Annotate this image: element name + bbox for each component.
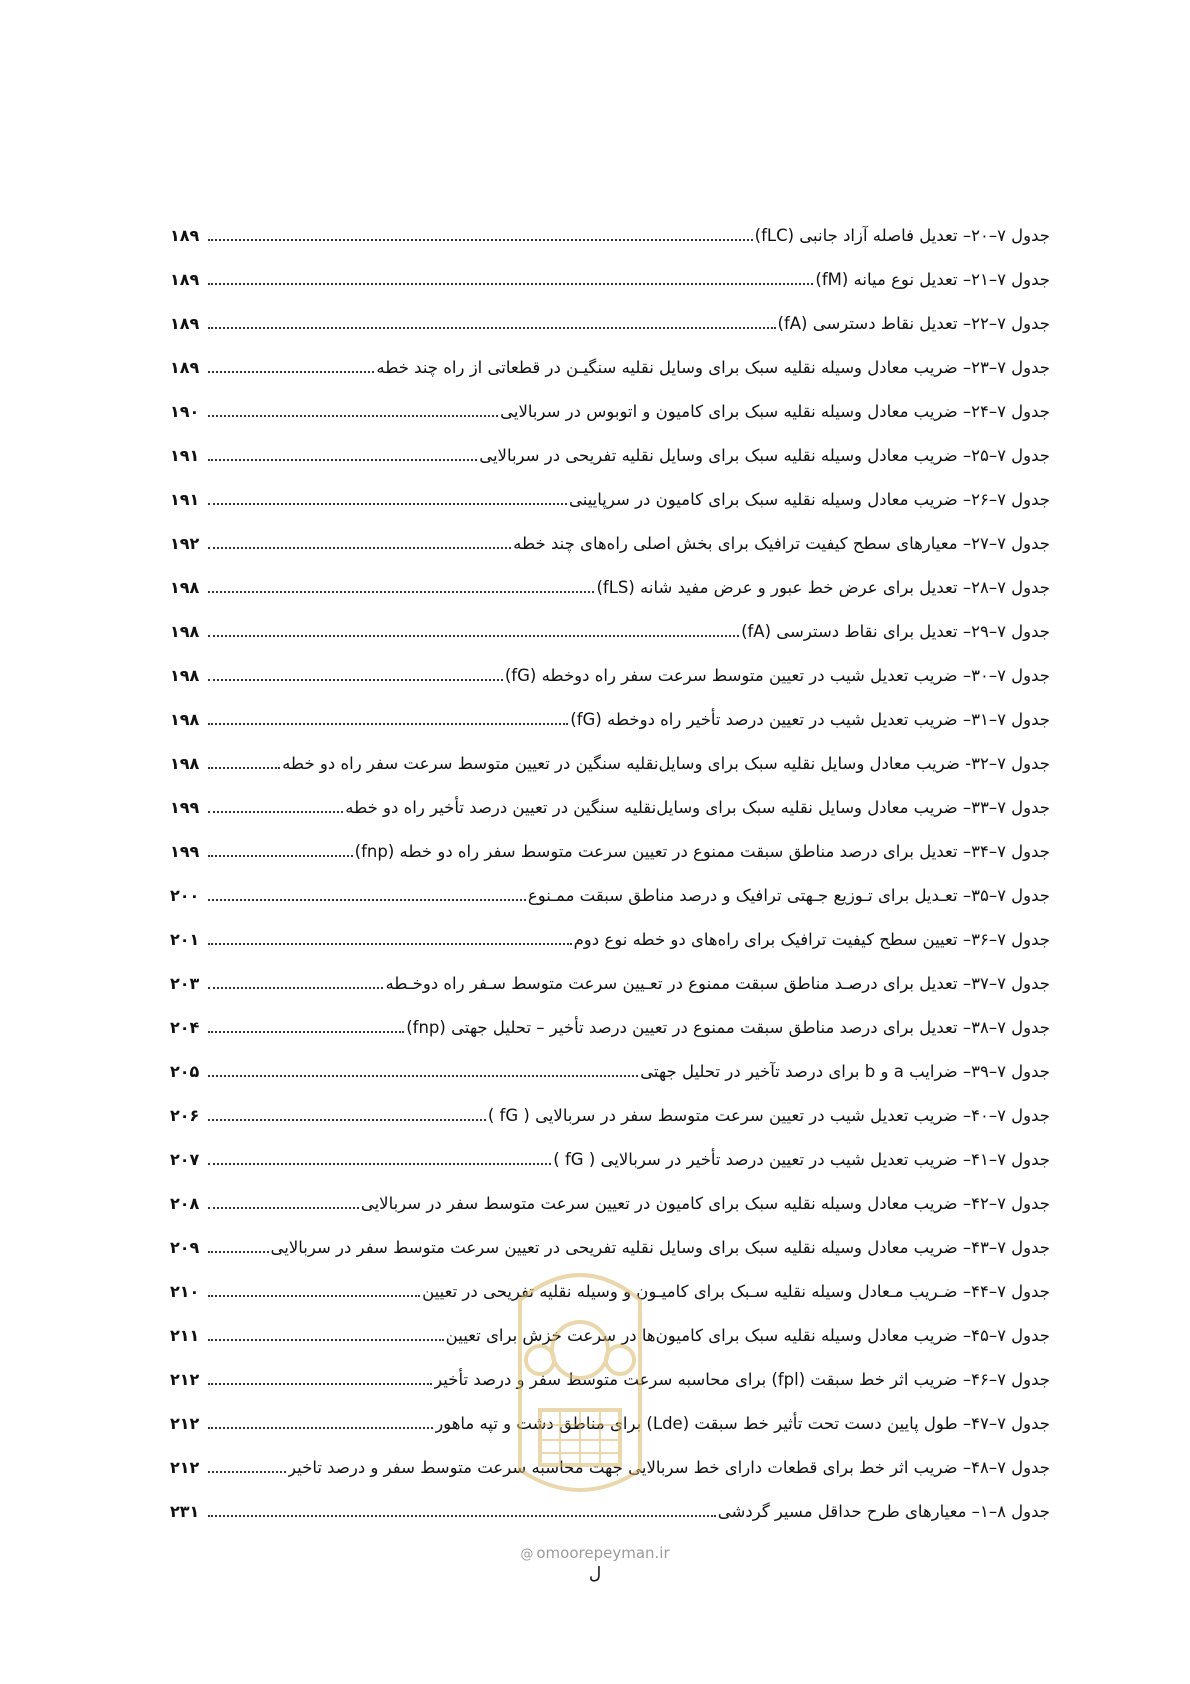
toc-entry-title: جدول ۷–۲۸– تعدیل برای عرض خط عبور و عرض مفید شانه (fLS) (596, 578, 1050, 597)
toc-entry-page: ۲۰۴ (170, 1018, 200, 1037)
toc-entry-title: جدول ۷–۲۶– ضریب معادل وسیله نقلیه سبک برای کامیون در سرپایینی (568, 490, 1050, 509)
toc-leader-dots (208, 458, 477, 461)
toc-entry-title: جدول ۷–۲۰– تعدیل فاصله آزاد جانبی (fLC) (754, 226, 1050, 245)
toc-leader-dots (208, 1426, 433, 1429)
toc-entry-page: ۲۱۲ (170, 1414, 200, 1433)
toc-entry-page: ۲۱۲ (170, 1370, 200, 1389)
toc-leader-dots (208, 1118, 486, 1121)
toc-leader-dots (208, 634, 739, 637)
toc-entry[interactable] (170, 214, 1050, 258)
toc-entry-page: ۱۸۹ (170, 270, 200, 289)
toc-entry[interactable] (170, 962, 1050, 1006)
toc-leader-dots (208, 238, 753, 241)
toc-leader-dots (208, 766, 280, 769)
toc-entry[interactable] (170, 742, 1050, 786)
toc-entry-title: جدول ۷–۳۶– تعیین سطح کیفیت ترافیک برای راه‌های دو خطه نوع دوم (573, 930, 1050, 949)
toc-entry[interactable] (170, 786, 1050, 830)
toc-entry[interactable] (170, 830, 1050, 874)
toc-entry-page: ۱۸۹ (170, 358, 200, 377)
toc-entry[interactable] (170, 258, 1050, 302)
toc-entry-title: جدول ۷–۴۵– ضریب معادل وسیله نقلیه سبک برای کامیون‌ها در سرعت خزش برای تعیین (445, 1326, 1050, 1345)
toc-leader-dots (208, 1162, 551, 1165)
toc-entry-page: ۱۹۸ (170, 578, 200, 597)
toc-entry-title: جدول ۷–۲۲– تعدیل نقاط دسترسی (fA) (777, 314, 1050, 333)
toc-entry[interactable] (170, 654, 1050, 698)
toc-entry-page: ۲۱۲ (170, 1458, 200, 1477)
toc-entry-title: جدول ۷–۳۸– تعدیل برای درصد مناطق سبقت ممنوع در تعیین درصد تأخیر – تحلیل جهتی (fnp) (406, 1018, 1050, 1037)
toc-entry-page: ۱۹۸ (170, 710, 200, 729)
watermark-seal-icon (480, 1240, 680, 1520)
toc-leader-dots (208, 1030, 404, 1033)
toc-leader-dots (208, 722, 568, 725)
toc-entry-page: ۲۱۱ (170, 1326, 200, 1345)
toc-entry-title: جدول ۷–۳۴– تعدیل برای درصد مناطق سبقت ممنوع در تعیین سرعت متوسط سفر راه دو خطه (fnp) (354, 842, 1050, 861)
toc-entry[interactable] (170, 478, 1050, 522)
toc-entry[interactable] (170, 1006, 1050, 1050)
toc-entry[interactable] (170, 1050, 1050, 1094)
toc-leader-dots (208, 986, 383, 989)
toc-leader-dots (208, 678, 503, 681)
toc-entry[interactable] (170, 1094, 1050, 1138)
toc-leader-dots (208, 370, 374, 373)
toc-entry[interactable] (170, 434, 1050, 478)
toc-leader-dots (208, 1294, 420, 1297)
toc-entry-page: ۲۰۷ (170, 1150, 200, 1169)
toc-leader-dots (208, 282, 813, 285)
toc-entry-title: جدول ۷–۴۷– طول پایین دست تحت تأثیر خط سبقت (Lde) برای مناطق دشت و تپه ماهور (435, 1414, 1050, 1433)
toc-entry-title: جدول ۷–۴۱– ضریب تعدیل شیب در تعیین درصد تأخیر در سربالایی ( fG ) (553, 1150, 1050, 1169)
toc-entry-page: ۱۹۸ (170, 754, 200, 773)
toc-leader-dots (208, 1338, 444, 1341)
toc-entry-page: ۱۹۹ (170, 842, 200, 861)
toc-entry[interactable] (170, 346, 1050, 390)
toc-leader-dots (208, 326, 776, 329)
watermark-url-text: omoorepeyman.ir (536, 1544, 670, 1562)
toc-entry[interactable] (170, 522, 1050, 566)
toc-entry-page: ۱۹۹ (170, 798, 200, 817)
toc-leader-dots (208, 414, 498, 417)
toc-entry-title: جدول ۷–۳۳– ضریب معادل وسایل نقلیه سبک برای وسایل‌نقلیه سنگین در تعیین درصد تأخیر راه دو خطه (345, 798, 1050, 817)
toc-entry[interactable] (170, 1138, 1050, 1182)
toc-entry[interactable] (170, 302, 1050, 346)
toc-entry[interactable] (170, 874, 1050, 918)
toc-entry-title: جدول ۸–۱– معیارهای طرح حداقل مسیر گردشی (717, 1502, 1050, 1521)
toc-leader-dots (208, 546, 511, 549)
toc-entry-title: جدول ۷–۴۸– ضریب اثر خط برای قطعات دارای خط سربالایی جهت محاسبه سرعت متوسط سفر و درصد تاخیر (288, 1458, 1050, 1477)
toc-entry-title: جدول ۷–۲۹– تعدیل برای نقاط دسترسی (fA) (741, 622, 1050, 641)
toc-leader-dots (208, 590, 594, 593)
toc-leader-dots (208, 502, 567, 505)
toc-entry-title: جدول ۷–۲۵– ضریب معادل وسیله نقلیه سبک برای وسایل نقلیه تفریحی در سربالایی (479, 446, 1050, 465)
toc-entry-title: جدول ۷–۲۳– ضریب معادل وسیله نقلیه سبک برای وسایل نقلیه سنگیـن در قطعاتی از راه چند خطه (376, 358, 1050, 377)
toc-entry-title: جدول ۷–۴۶– ضریب اثر خط سبقت (fpl) برای محاسبه سرعت متوسط سفر و درصد تأخیر (434, 1370, 1050, 1389)
toc-entry[interactable] (170, 390, 1050, 434)
toc-entry-page: ۱۹۱ (170, 490, 200, 509)
toc-entry-title: جدول ۷–۳۹– ضرایب a و b برای درصد تآخیر در تحلیل جهتی (640, 1062, 1050, 1081)
toc-leader-dots (208, 1382, 432, 1385)
toc-entry-page: ۲۰۰ (170, 886, 200, 905)
at-sign-icon: @ (520, 1547, 534, 1562)
toc-leader-dots (208, 854, 353, 857)
toc-entry-page: ۲۰۵ (170, 1062, 200, 1081)
toc-leader-dots (208, 810, 343, 813)
toc-leader-dots (208, 1470, 286, 1473)
toc-entry-page: ۲۰۸ (170, 1194, 200, 1213)
toc-entry-page: ۱۹۸ (170, 622, 200, 641)
toc-entry[interactable] (170, 610, 1050, 654)
toc-entry-title: جدول ۷–۴۳– ضریب معادل وسیله نقلیه سبک برای وسایل نقلیه تفریحی در تعیین سرعت متوسط سفر در سربالایی (270, 1238, 1050, 1257)
toc-entry-page: ۲۱۰ (170, 1282, 200, 1301)
toc-entry[interactable] (170, 566, 1050, 610)
toc-entry-title: جدول ۷–۲۷– معیارهای سطح کیفیت ترافیک برای بخش اصلی راه‌های چند خطه (513, 534, 1050, 553)
watermark-url (0, 1544, 1190, 1562)
toc-entry-title: جدول ۷–۲۴– ضریب معادل وسیله نقلیه سبک برای کامیون و اتوبوس در سربالایی (500, 402, 1050, 421)
toc-entry[interactable] (170, 1182, 1050, 1226)
toc-entry-page: ۱۹۰ (170, 402, 200, 421)
toc-leader-dots (208, 1074, 638, 1077)
toc-entry-title: جدول ۷–۴۴– ضـریب مـعادل وسیله نقلیه سـبک برای کامیـون و وسیله نقلیه تفریحی در تعیین (422, 1282, 1050, 1301)
toc-entry-title: جدول ۷–۳۱– ضریب تعدیل شیب در تعیین درصد تأخیر راه دوخطه (fG) (570, 710, 1050, 729)
toc-leader-dots (208, 898, 526, 901)
toc-entry-title: جدول ۷–۳۵– تعـدیل برای تـوزیع جـهتی ترافیک و درصد مناطق سبقت ممـنوع (527, 886, 1050, 905)
toc-entry-page: ۱۹۱ (170, 446, 200, 465)
toc-entry-page: ۱۹۸ (170, 666, 200, 685)
toc-entry-title: جدول ۷–۴۰– ضریب تعدیل شیب در تعیین سرعت متوسط سفر در سربالایی ( fG ) (487, 1106, 1050, 1125)
toc-entry-page: ۲۰۳ (170, 974, 200, 993)
toc-entry-page: ۱۸۹ (170, 226, 200, 245)
toc-leader-dots (208, 942, 572, 945)
toc-entry[interactable] (170, 918, 1050, 962)
toc-leader-dots (208, 1206, 359, 1209)
toc-entry-title: جدول ۷–۲۱– تعدیل نوع میانه (fM) (815, 270, 1050, 289)
toc-entry-page: ۲۰۶ (170, 1106, 200, 1125)
page-number: ل (588, 1564, 602, 1584)
toc-entry[interactable] (170, 698, 1050, 742)
toc-entry-title: جدول ۷–۳۷– تعدیل برای درصـد مناطق سبقت ممنوع در تعـیین سرعت متوسط سـفر راه دوخـطه (385, 974, 1050, 993)
toc-entry-title: جدول ۷–۳۲- ضریب معادل وسایل نقلیه سبک برای وسایل‌نقلیه سنگین در تعیین متوسط سرعت سفر راه دو خطه (282, 754, 1050, 773)
toc-entry-page: ۲۰۹ (170, 1238, 200, 1257)
toc-entry-title: جدول ۷–۴۲– ضریب معادل وسیله نقلیه سبک برای کامیون در تعیین سرعت متوسط سفر در سربالایی (360, 1194, 1050, 1213)
toc-entry-page: ۱۸۹ (170, 314, 200, 333)
toc-entry-page: ۲۰۱ (170, 930, 200, 949)
toc-entry-page: ۲۳۱ (170, 1502, 200, 1521)
toc-entry-page: ۱۹۲ (170, 534, 200, 553)
toc-leader-dots (208, 1250, 269, 1253)
toc-entry-title: جدول ۷–۳۰– ضریب تعدیل شیب در تعیین متوسط سرعت سفر راه دوخطه (fG) (504, 666, 1050, 685)
